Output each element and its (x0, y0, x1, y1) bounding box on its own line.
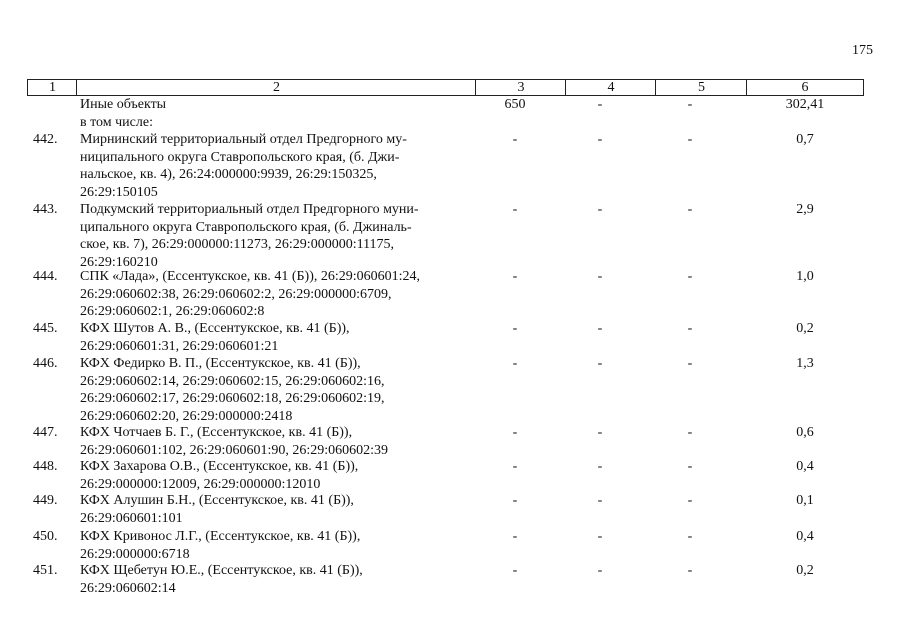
row-col-3: - (512, 425, 518, 440)
row-col-5: - (687, 529, 693, 544)
header-col-3: 3 (475, 79, 566, 96)
row-col-3: - (512, 132, 518, 147)
row-description: КФХ Щебетун Ю.Е., (Ессентукское, кв. 41 (Б)), 26:29:060602:14 (80, 563, 363, 596)
row-col-4: - (597, 425, 603, 440)
row-col-3: - (512, 202, 518, 217)
row-col-3: - (512, 356, 518, 371)
row-col-5: - (687, 356, 693, 371)
group-col-3: 650 (504, 97, 526, 112)
row-col-6: 0,6 (796, 425, 814, 440)
row-col-6: 0,1 (796, 493, 814, 508)
row-number: 447. (33, 425, 58, 440)
row-col-5: - (687, 563, 693, 578)
row-description: КФХ Кривонос Л.Г., (Ессентукское, кв. 41 (Б)), 26:29:000000:6718 (80, 529, 361, 562)
row-col-4: - (597, 529, 603, 544)
row-description: КФХ Алушин Б.Н., (Ессентукское, кв. 41 (Б)), 26:29:060601:101 (80, 493, 354, 526)
row-col-4: - (597, 269, 603, 284)
row-col-6: 0,2 (796, 563, 814, 578)
row-description: Подкумский территориальный отдел Предгорного муни- ципального округа Ставропольского края, (б. Джиналь- ское, кв. 7), 26:29:000000:11273, 26:29:000000:11175, 26:29:160210 (80, 202, 419, 270)
row-description: СПК «Лада», (Ессентукское, кв. 41 (Б)), 26:29:060601:24, 26:29:060602:38, 26:29:060602:2, 26:29:000000:6709, 26:29:060602:1, 26:29:060602:8 (80, 269, 421, 319)
row-col-5: - (687, 202, 693, 217)
group-col-6: 302,41 (785, 97, 825, 112)
row-col-6: 0,7 (796, 132, 814, 147)
row-col-3: - (512, 321, 518, 336)
header-col-4: 4 (565, 79, 656, 96)
row-col-6: 0,4 (796, 529, 814, 544)
row-number: 442. (33, 132, 58, 147)
row-number: 446. (33, 356, 58, 371)
row-description: КФХ Захарова О.В., (Ессентукское, кв. 41 (Б)), 26:29:000000:12009, 26:29:000000:12010 (80, 459, 359, 492)
row-number: 448. (33, 459, 58, 474)
row-col-4: - (597, 459, 603, 474)
group-col-5: - (687, 97, 693, 112)
row-col-3: - (512, 529, 518, 544)
row-col-4: - (597, 321, 603, 336)
header-col-5: 5 (655, 79, 747, 96)
row-col-4: - (597, 202, 603, 217)
page-number: 175 (852, 43, 873, 58)
row-col-3: - (512, 269, 518, 284)
row-number: 450. (33, 529, 58, 544)
header-col-1: 1 (27, 79, 77, 96)
row-col-4: - (597, 356, 603, 371)
header-col-2: 2 (76, 79, 476, 96)
row-number: 449. (33, 493, 58, 508)
row-col-3: - (512, 563, 518, 578)
row-description: КФХ Шутов А. В., (Ессентукское, кв. 41 (Б)), 26:29:060601:31, 26:29:060601:21 (80, 321, 350, 354)
row-description: Мирнинский территориальный отдел Предгорного му- ниципального округа Ставропольского края, (б. Джи- нальское, кв. 4), 26:24:000000:9939, 26:29:150325, 26:29:150105 (80, 132, 407, 200)
row-col-4: - (597, 132, 603, 147)
row-col-6: 1,3 (796, 356, 814, 371)
row-description: КФХ Чотчаев Б. Г., (Ессентукское, кв. 41 (Б)), 26:29:060601:102, 26:29:060601:90, 26:29:060602:39 (80, 425, 389, 458)
row-col-6: 1,0 (796, 269, 814, 284)
group-col-4: - (597, 97, 603, 112)
row-col-3: - (512, 459, 518, 474)
row-number: 443. (33, 202, 58, 217)
row-col-5: - (687, 425, 693, 440)
row-col-5: - (687, 321, 693, 336)
row-number: 445. (33, 321, 58, 336)
row-col-5: - (687, 493, 693, 508)
row-col-6: 2,9 (796, 202, 814, 217)
row-number: 451. (33, 563, 58, 578)
row-number: 444. (33, 269, 58, 284)
row-col-4: - (597, 563, 603, 578)
row-col-5: - (687, 132, 693, 147)
row-col-3: - (512, 493, 518, 508)
row-col-4: - (597, 493, 603, 508)
row-col-5: - (687, 459, 693, 474)
row-description: КФХ Федирко В. П., (Ессентукское, кв. 41 (Б)), 26:29:060602:14, 26:29:060602:15, 26:29:060602:16, 26:29:060602:17, 26:29:060602:18, 26:29:060602:19, 26:29:060602:20, 26:29:000000:2418 (80, 356, 385, 424)
header-col-6: 6 (746, 79, 864, 96)
row-col-6: 0,4 (796, 459, 814, 474)
group-label: Иные объекты в том числе: (80, 97, 167, 130)
row-col-5: - (687, 269, 693, 284)
row-col-6: 0,2 (796, 321, 814, 336)
